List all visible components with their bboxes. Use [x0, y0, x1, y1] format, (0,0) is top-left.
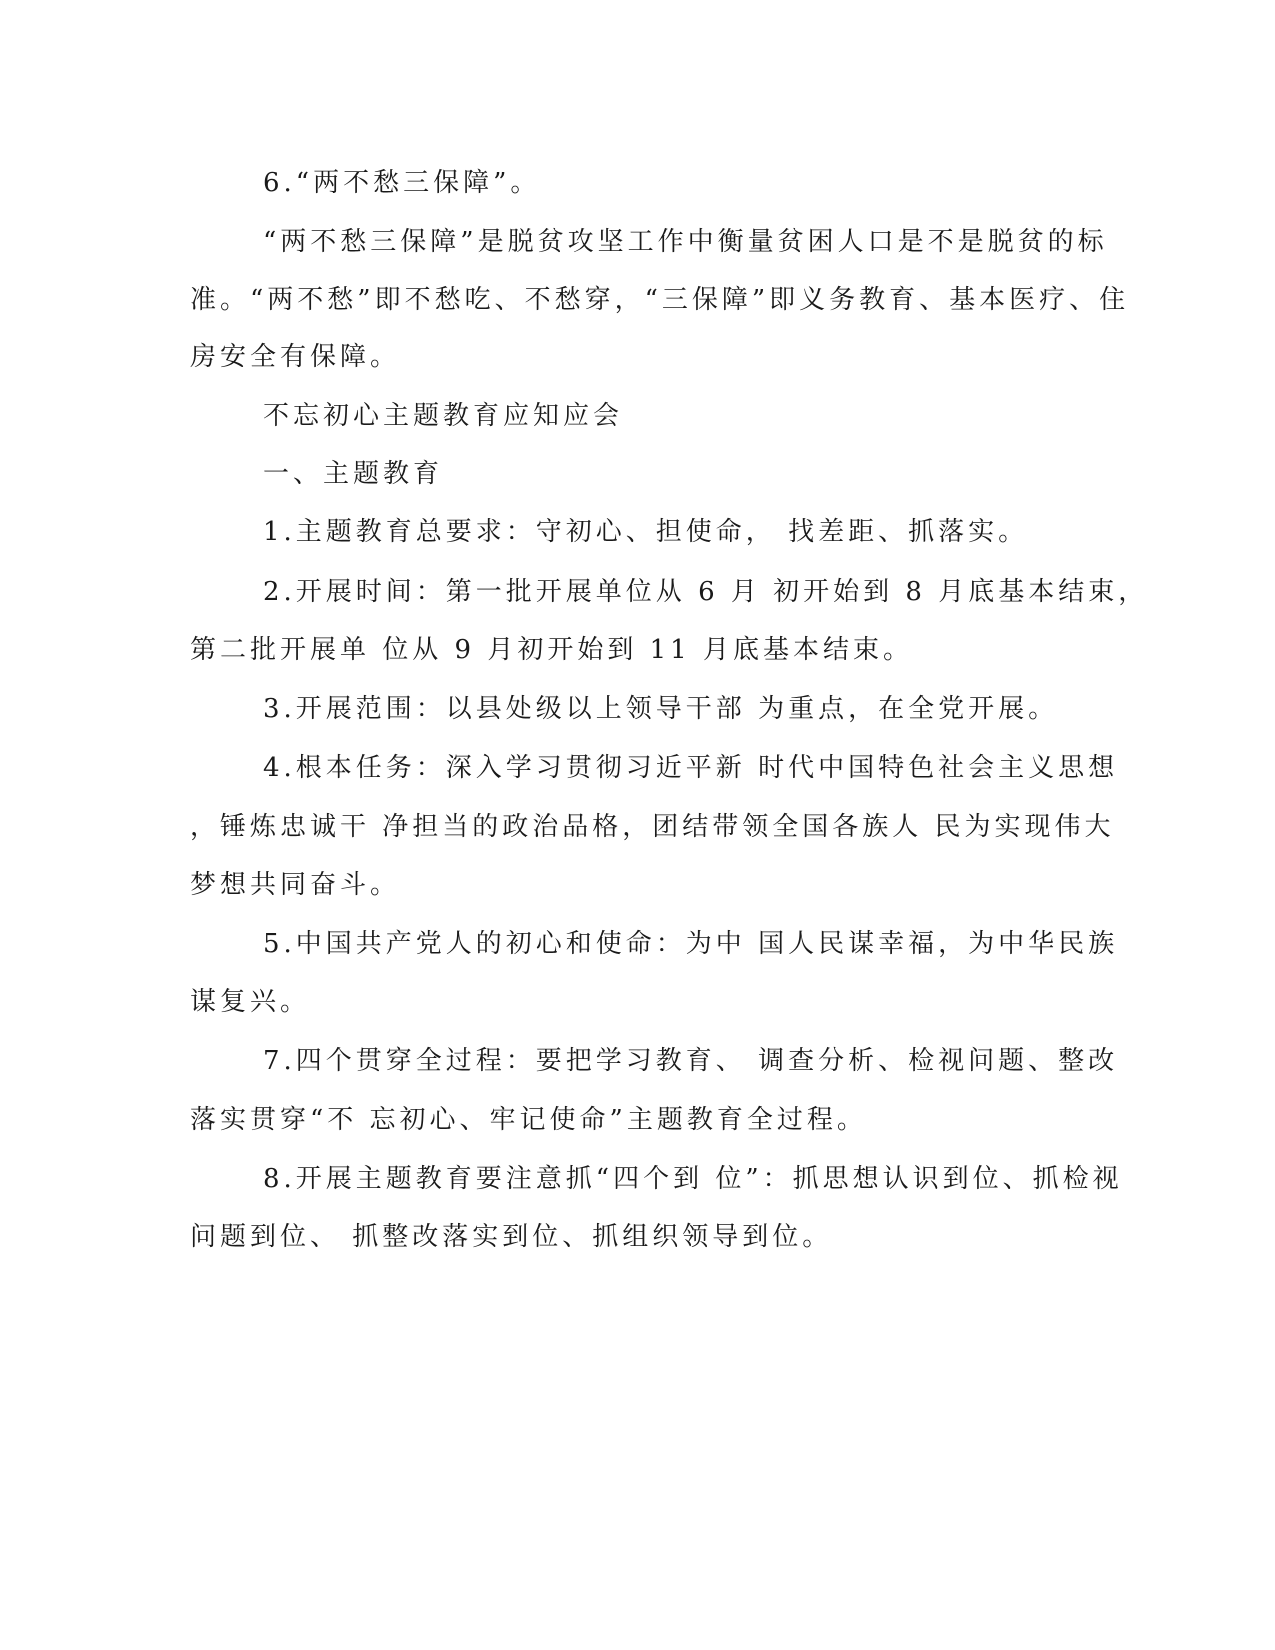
item-4-continued: 梦想共同奋斗。	[190, 870, 401, 900]
item-7-continued: 落实贯穿“不 忘初心、牢记使命”主题教育全过程。	[190, 1105, 867, 1135]
section-heading: 一、主题教育	[263, 459, 444, 489]
paragraph-line: 房安全有保障。	[190, 342, 401, 372]
paragraph-line: 准。“两不愁”即不愁吃、不愁穿，“三保障”即义务教育、基本医疗、住	[190, 285, 1130, 315]
item-8: 8.开展主题教育要注意抓“四个到 位”：抓思想认识到位、抓检视	[263, 1164, 1123, 1194]
item-2-continued: 第二批开展单 位从 9 月初开始到 11 月底基本结束。	[190, 635, 913, 665]
item-1: 1.主题教育总要求：守初心、担使命， 找差距、抓落实。	[263, 517, 1029, 547]
item-3: 3.开展范围：以县处级以上领导干部 为重点，在全党开展。	[263, 694, 1059, 724]
item-7: 7.四个贯穿全过程：要把学习教育、 调查分析、检视问题、整改	[263, 1046, 1119, 1076]
item-6-heading: 6.“两不愁三保障”。	[263, 168, 541, 198]
item-8-continued: 问题到位、 抓整改落实到位、抓组织领导到位。	[190, 1222, 833, 1252]
item-5-continued: 谋复兴。	[190, 987, 311, 1017]
section-title: 不忘初心主题教育应知应会	[263, 401, 624, 431]
item-4: 4.根本任务：深入学习贯彻习近平新 时代中国特色社会主义思想	[263, 753, 1119, 783]
item-4-continued: ，锤炼忠诚干 净担当的政治品格，团结带领全国各族人 民为实现伟大	[190, 812, 1115, 842]
item-5: 5.中国共产党人的初心和使命：为中 国人民谋幸福，为中华民族	[263, 929, 1119, 959]
item-2: 2.开展时间：第一批开展单位从 6 月 初开始到 8 月底基本结束，	[263, 577, 1149, 607]
paragraph-line: “两不愁三保障”是脱贫攻坚工作中衡量贫困人口是不是脱贫的标	[263, 227, 1108, 257]
